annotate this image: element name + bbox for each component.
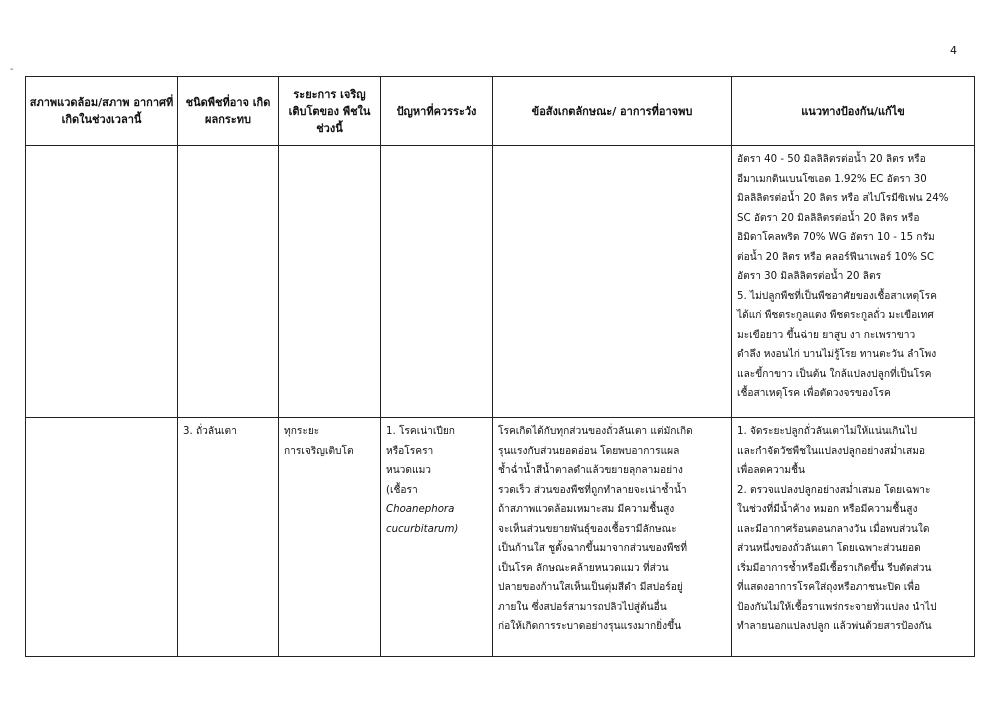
symptom-line: โรคเกิดได้กับทุกส่วนของถั่วลันเตา แต่มักเกิด (498, 426, 693, 437)
stage-line: การเจริญเติบโต (284, 445, 354, 457)
header-prevention: แนวทางป้องกัน/แก้ไข (732, 77, 975, 146)
cell-stage (279, 146, 381, 418)
prevention-line: มะเขือยาว ขึ้นฉ่าย ยาสูบ งา กะเพราขาว (737, 329, 916, 341)
prevention-line: ได้แก่ พืชตระกูลแตง พืชตระกูลถั่ว มะเขือเทศ (737, 310, 934, 321)
header-growth-stage: ระยะการ เจริญเติบโตของ พืชในช่วงนี้ (279, 77, 381, 146)
symptom-line: ถ้าสภาพแวดล้อมเหมาะสม มีความชื้นสูง (498, 504, 675, 515)
cell-environment (26, 146, 178, 418)
pathogen-name: Choanephora (386, 504, 455, 515)
cell-symptoms (493, 146, 732, 418)
prevention-line: และขี้กาขาว เป็นต้น ใกล้แปลงปลูกที่เป็นโรค (737, 368, 932, 380)
prevention-line: 2. ตรวจแปลงปลูกอย่างสม่ำเสมอ โดยเฉพาะ (737, 484, 931, 496)
page-number: 4 (950, 44, 957, 57)
crop-name: 3. ถั่วลันเตา (183, 426, 237, 437)
cell-environment (26, 418, 178, 657)
symptom-line: เป็นก้านใส ชูตั้งฉากขึ้นมาจากส่วนของพืชที่ (498, 543, 688, 554)
symptom-line: ก่อให้เกิดการระบาดอย่างรุนแรงมากยิ่งขึ้น (498, 621, 682, 632)
table-row (26, 146, 975, 418)
cell-prevention (732, 418, 975, 657)
prevention-line: อิมิดาโคลพริด 70% WG อัตรา 10 - 15 กรัม (737, 232, 935, 243)
prevention-line: ส่วนหนึ่งของถั่วลันเตา โดยเฉพาะส่วนยอด (737, 543, 921, 554)
problem-line: (เชื้อรา (386, 484, 418, 496)
prevention-line: เชื้อสาเหตุโรค เพื่อตัดวงจรของโรค (737, 388, 891, 399)
header-environment: สภาพแวดล้อม/สภาพ อากาศที่เกิดในช่วงเวลานี้ (26, 77, 178, 146)
cell-problem (381, 418, 493, 657)
cell-crop (178, 418, 279, 657)
header-problem: ปัญหาที่ควรระวัง (381, 77, 493, 146)
stray-mark: - (10, 64, 14, 75)
cell-stage (279, 418, 381, 657)
prevention-line: เริ่มมีอาการช้ำหรือมีเชื้อราเกิดขึ้น รีบตัดส่วน (737, 562, 932, 574)
crop-advisory-table (25, 76, 975, 657)
prevention-line: มิลลิลิตรต่อน้ำ 20 ลิตร หรือ สไปโรมีซิเฟน 24% (737, 193, 949, 204)
prevention-line: อัตรา 40 - 50 มิลลิลิตรต่อน้ำ 20 ลิตร หรือ (737, 154, 926, 165)
prevention-line: และกำจัดวัชพืชในแปลงปลูกอย่างสม่ำเสมอ (737, 445, 926, 457)
symptom-line: ภายใน ซึ่งสปอร์สามารถปลิวไปสู่ต้นอื่น (498, 601, 667, 613)
symptom-line: เป็นโรค ลักษณะคล้ายหนวดแมว ที่ส่วน (498, 562, 669, 574)
prevention-line: ดำลึง หงอนไก่ บานไม่รู้โรย ทานตะวัน ลำโพง (737, 349, 937, 360)
problem-line: หรือโรครา (386, 445, 434, 457)
prevention-line: อัตรา 30 มิลลิลิตรต่อน้ำ 20 ลิตร (737, 271, 882, 282)
problem-line: 1. โรคเน่าเปียก (386, 426, 455, 437)
header-row (26, 77, 975, 146)
prevention-line: ป้องกันไม่ให้เชื้อราแพร่กระจายทั่วแปลง นำไป (737, 601, 937, 613)
prevention-line: 5. ไม่ปลูกพืชที่เป็นพืชอาศัยของเชื้อสาเหตุโรค (737, 290, 937, 302)
pathogen-name: cucurbitarum) (386, 523, 459, 535)
table-row (26, 418, 975, 657)
prevention-line: ที่แสดงอาการโรคใส่ถุงหรือภาชนะปิด เพื่อ (737, 582, 921, 593)
cell-symptoms (493, 418, 732, 657)
symptom-line: รวดเร็ว ส่วนของพืชที่ถูกทำลายจะเน่าช้ำน้ำ (498, 484, 687, 496)
symptom-line: รุนแรงกับส่วนยอดอ่อน โดยพบอาการแผล (498, 445, 680, 457)
prevention-line: 1. จัดระยะปลูกถั่วลันเตาไม่ให้แน่นเกินไป (737, 426, 917, 437)
prevention-line: อีมาเมกตินเบนโซเอต 1.92% EC อัตรา 30 (737, 173, 927, 185)
header-symptoms: ข้อสังเกตลักษณะ/ อาการที่อาจพบ (493, 77, 732, 146)
prevention-line: SC อัตรา 20 มิลลิลิตรต่อน้ำ 20 ลิตร หรือ (737, 212, 920, 224)
prevention-line: ทำลายนอกแปลงปลูก แล้วพ่นด้วยสารป้องกัน (737, 621, 932, 632)
prevention-line: และมีอากาศร้อนตอนกลางวัน เมื่อพบส่วนใด (737, 523, 930, 535)
symptom-line: ปลายของก้านใสเห็นเป็นตุ่มสีดำ มีสปอร์อยู่ (498, 582, 683, 593)
prevention-line: เพื่อลดความชื้น (737, 465, 806, 476)
header-affected-crop: ชนิดพืชที่อาจ เกิดผลกระทบ (178, 77, 279, 146)
prevention-line: ในช่วงที่มีน้ำค้าง หมอก หรือมีความชื้นสูง (737, 504, 918, 515)
problem-line: หนวดแมว (386, 465, 432, 476)
prevention-line: ต่อน้ำ 20 ลิตร หรือ คลอร์ฟีนาเพอร์ 10% SC (737, 251, 935, 263)
symptom-line: จะเห็นส่วนขยายพันธุ์ของเชื้อรามีลักษณะ (498, 523, 677, 535)
symptom-line: ช้ำฉ่ำน้ำสีน้ำตาลดำแล้วขยายลุกลามอย่าง (498, 465, 683, 476)
cell-crop (178, 146, 279, 418)
cell-prevention (732, 146, 975, 418)
stage-line: ทุกระยะ (284, 426, 320, 437)
cell-problem (381, 146, 493, 418)
